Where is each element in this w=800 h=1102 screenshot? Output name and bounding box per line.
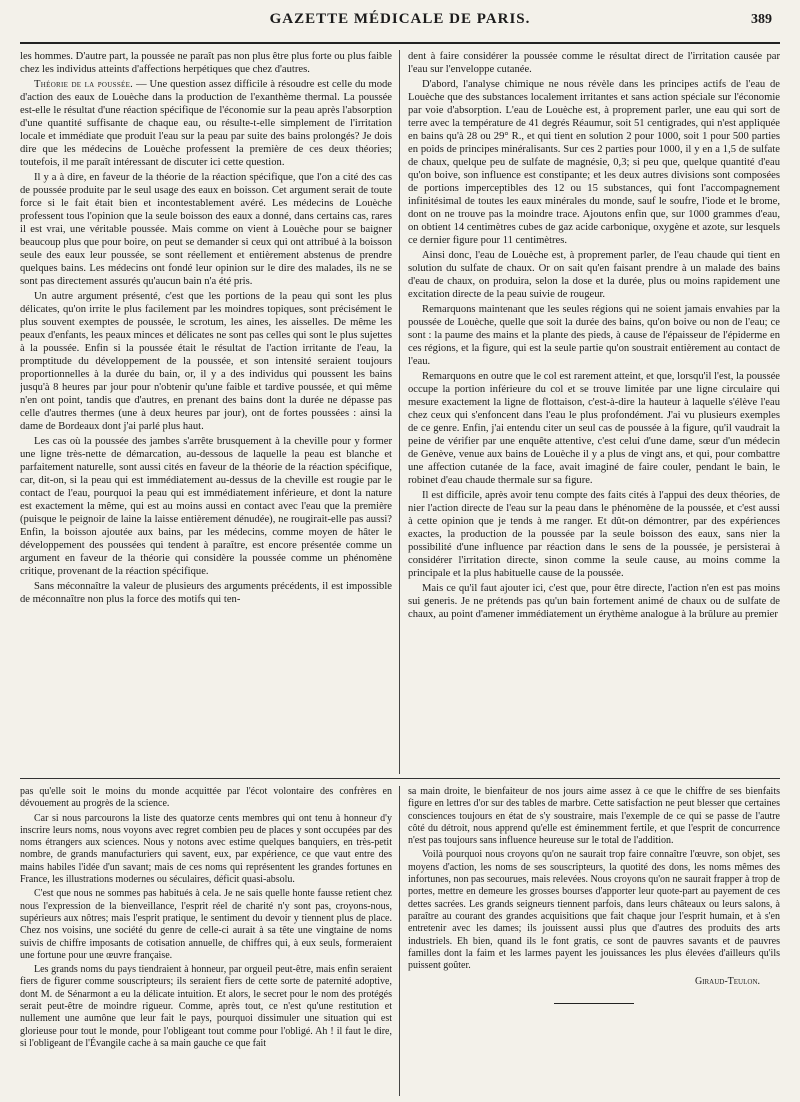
paragraph: C'est que nous ne sommes pas habitués à cela. Je ne sais quelle honte fausse retient chez nous l'expression de la bienveillance, l'esprit réel de charité n'y sont pas, croyons-nous, supérieurs aux nôtres; mais l'esprit pratique, le sentiment du devoir y tiennent plus de place. Chez nos voisins, une société du genre de celle-ci aurait à sa tête une vingtaine de noms suivis de chiffre imposants de cotisation annuelle, de chiffres qui, à eux seuls, formeraient une fortune pour une œuvre française. [20,888,392,961]
paragraph: Il est difficile, après avoir tenu compte des faits cités à l'appui des deux théories, de nier l'action directe de l'eau sur la peau dans le phénomène de la poussée, et c'est aussi à cette opinion que je tends à me ranger. Et dût-on démontrer, par des expériences exactes, la production de la poussée par la seule boisson des eaux, sans nier la possibilité d'une influence par réaction dans le sens de la poussée, je persisterai à considérer l'irritation directe, sinon comme la seule cause, au moins comme la principale et la plus habituelle cause de la poussée. [408,490,780,579]
paragraph-text: — Une question assez difficile à résoudre est celle du mode d'action des eaux de Louèche dans la production de l'exanthème thermal. La poussée est-elle le résultat d'une réaction spécifique de l'économie sur la peau après l'absorption d'une quantité suffisante de chaque eau, ou résulte-t-elle simplement de l'irritation locale et immédiate que produit l'eau sur la peau par suite des bains prolongés? Je dois dire que les médecins de Louèche professent la première de ces deux théories; toutefois, il me paraît intéressant de discuter ici cette question. [20,79,392,168]
page-header [20,0,780,44]
paragraph: Remarquons en outre que le col est rarement atteint, et que, lorsqu'il l'est, la poussée occupe la portion inférieure du col et se trouve limitée par une ligne circulaire qui mesure exactement la ligne de flottaison, c'est-à-dire la hauteur à laquelle s'élève l'eau chez ceux qui s'enfoncent dans l'eau le plus profondément. J'ai vu plusieurs exemples de ce genre. Enfin, j'ai entendu citer un seul cas de poussée à la figure, qu'il vaudrait la peine de vérifier par une enquête attentive, c'est celui d'une dame, sœur d'un médecin de Genève, venue aux bains de Louèche il y a plus de vingt ans, et qui, pour combattre une affection cutanée de la face, avait imaginé de faire couler, pendant le bain, le robinet d'eau chaude thermale sur sa figure. [408,371,780,486]
paragraph: Ainsi donc, l'eau de Louèche est, à proprement parler, de l'eau chaude qui tient en solution du sulfate de chaux. Or on sait qu'en faisant prendre à un malade des bains d'eau de chaux, on produira, selon la dose et la durée, plus ou moins rapidement une excitation directe de la peau suivie de rougeur. [408,250,780,300]
paragraph: Car si nous parcourons la liste des quatorze cents membres qui ont tenu à honneur d'y inscrire leurs noms, nous voyons avec regret combien peu de places y sont occupées par des noms étrangers aux sciences. Nous y notons avec estime quelques banquiers, en très-petit nombre, de grands manufacturiers qui savent, eux, par expérience, ce que vaut entre des mains habiles l'idée d'un savant; mais de ces noms qui représentent les grandes fortunes en France, les illustrations modernes ou séculaires, déficit quasi-absolu. [20,812,392,886]
column-divider [399,50,400,774]
paragraph: pas qu'elle soit le moins du monde acquittée par l'écot volontaire des confrères en dévouement au progrès de la science. [20,786,392,810]
paragraph [20,78,392,169]
section-heading: Théorie de la poussée. [34,79,134,90]
paragraph: Un autre argument présenté, c'est que les portions de la peau qui sont les plus délicates, qu'on irrite le plus facilement par les moindres topiques, sont précisément le plus souvent exemptes de poussée, le scrotum, les aines, les aisselles. De même les peaux d'enfants, les peaux minces et délicates ne sont pas celles qui sont le plus sujettes à la poussée. Enfin si la poussée était le résultat de l'action irritante de l'eau, la promptitude du développement de la poussée, et son intensité seraient toujours proportionnelles à la durée du bain, or, il y a des individus qui poussent les bains jusqu'à 8 heures par jour pour n'obtenir qu'une faible et tardive poussée, et qui même n'en ont point, tandis que d'autres, en prenant des bains dont la durée ne dépasse pas celle d'autres thermes (une à deux heures par jour), ont de fortes poussées : ainsi la dame de Bordeaux dont j'ai parlé plus haut. [20,291,392,432]
right-column-bottom [408,786,780,1096]
end-rule [554,1003,634,1004]
header-rule [20,42,780,44]
author-signature: Giraud-Teulon. [694,976,760,988]
right-column-top [408,50,780,774]
paragraph: Les cas où la poussée des jambes s'arrête brusquement à la cheville pour y former une ligne très-nette de démarcation, au-dessous de laquelle la peau est blanche et parfaitement naturelle, sont aussi cités en faveur de la théorie de la réaction spécifique, car, dit-on, si la peau qui est immédiatement au-dessus de la cheville est rougie par le contact de l'eau, pourquoi la peau qui est immédiatement inférieure, et dont la nature est exactement la même, qui est au moins aussi en contact avec l'eau que la première (puisque le peignoir de laine la laisse entièrement dénudée), ne rougirait-elle pas aussi? Enfin, la boisson ajoutée aux bains, par les médecins, comme moyen de hâter le développement des poussées qui tendent à paraître, est encore présentée comme un argument en faveur de la théorie qui considère la poussée comme un phénomène critique, provenant de la réaction spécifique. [20,436,392,577]
paragraph: Les grands noms du pays tiendraient à honneur, par orgueil peut-être, mais enfin seraient fiers de figurer comme souscripteurs; ils seraient fiers de cette sorte de paternité adoptive, dont M. de Sénarmont a eu la délicate intuition. Et alors, le secret pour le nom des protégés serait peut-être de moindre rigueur. Comme, après tout, ce n'est qu'une restitution et nullement une aumône que leur fait le pays, pourquoi dissimuler une situation qui est glorieuse pour tout le monde, pour l'obligeant tout comme pour l'obligé. Ah ! il faut le dire, si l'obligeant de l'Évangile cache à sa main gauche ce que fait [20,964,392,1049]
paragraph: les hommes. D'autre part, la poussée ne paraît pas non plus être plus forte ou plus faible chez les individus atteints d'affections herpétiques que chez d'autres. [20,51,392,75]
page-number: 389 [751,12,772,27]
paragraph: Remarquons maintenant que les seules régions qui ne soient jamais envahies par la poussée de Louèche, quelle que soit la durée des bains, qu'on boive ou non de l'eau; ce sont : la paume des mains et la plante des pieds, à cause de l'épaisseur de l'épiderme en ces régions, et la figure, qui est la seule partie qu'on soustrait entièrement au contact de l'eau. [408,304,780,367]
paragraph: Il y a à dire, en faveur de la théorie de la réaction spécifique, que l'on a cité des cas de poussée produite par le seul usage des eaux en boisson. Cet argument serait de toute force si le fait était bien et incontestablement avéré. Les médecins de Louèche professent tous l'opinion que la seule boisson des eaux a donné, dans certains cas, rares il est vrai, une véritable poussée. Mais comme on vient à Louèche pour se baigner beaucoup plus que pour boire, on peut se demander si ceux qui ont attribué à la boisson seule des eaux leur poussée, se sont réellement et entièrement abstenus de prendre quelques bains. Les médecins ont fondé leur opinion sur le dire des malades, ils ne se sont pas directement assurés qu'aucun bain n'a été pris. [20,172,392,287]
paragraph: Sans méconnaître la valeur de plusieurs des arguments précédents, il est impossible de méconnaître non plus la force des motifs qui ten- [20,581,392,605]
paragraph: Voilà pourquoi nous croyons qu'on ne saurait trop faire connaître l'œuvre, son objet, ses moyens d'action, les noms de ses souscripteurs, la quotité des dons, les noms mêmes des infortunes, non pas secourues, mais relevées. Nous croyons qu'on ne saurait frapper à trop de portes, mettre en demeure les grosses bourses d'apporter leur quote-part au payement de ces dettes sacrées. Les grands seigneurs tiennent parfois, dans leurs châteaux ou leurs salons, à paraître au courant des grandes acquisitions que fait chaque jour l'esprit humain, et à s'en entretenir avec les dames; ils jouissent aussi plus que d'autres des produits des arts industriels. Eh bien, quand ils le font gratis, ce sont de pauvres savants et de pauvres familles dont la faim et les larmes payent les jouissances les plus élevées d'ailleurs qu'ils puissent goûter. [408,849,780,972]
paragraph: D'abord, l'analyse chimique ne nous révèle dans les principes actifs de l'eau de Louèche que des substances localement irritantes et sans action spéciale sur l'économie par voie d'absorption. L'eau de Louèche est, à proprement parler, une eau qui sort de terre avec la température de 41 degrés Réaumur, soit 51 centigrades, qui n'est appliquée en bains qu'à 28 ou 29° R., et qui tient en solution 2 pour 1000, soit 1 pour 500 parties en poids de principes minéralisants. Sur ces 2 parties pour 1000, il y en a 1,5 de sulfate de chaux, quelque peu de sulfate de magnésie, 0,3; si peu que, quelque quantité d'eau qu'on boive, son influence est constipante; et les deux autres divisions sont composées de portions imperceptibles des 12 ou 15 substances, qui font l'accompagnement infinitésimal de toutes les eaux minérales du monde, sauf le soufre, l'iode et le brome, dont on ne trouve pas la moindre trace. Ajoutons enfin que, sur 1000 grammes d'eau, on obtient 14 centimètres cubes de gaz acide carbonique, oxygène et azote, sur lesquels ce dernier figure pour 11 centimètres. [408,79,780,246]
paragraph: sa main droite, le bienfaiteur de nos jours aime assez à ce que le chiffre de ses bienfaits figure en lettres d'or sur des tables de marbre. Cette satisfaction ne peut blesser que certaines consciences toujours en état de s'y soustraire, mais l'exemple de ce qui se passe de l'autre côté du détroit, nous apprend qu'elle est éminemment fertile, et que l'esprit de concurrence n'est pas toujours sans influence heureuse sur le total de l'addition. [408,786,780,847]
paragraph: Mais ce qu'il faut ajouter ici, c'est que, pour être directe, l'action n'en est pas moins sui generis. Je ne prétends pas qu'un bain fortement animé de chaux ou de sulfate de chaux, au point d'amener immédiatement un érythème analogue à la brûlure au premier [408,583,780,620]
journal-title: GAZETTE MÉDICALE DE PARIS. [269,11,531,27]
feuilleton-rule [20,778,780,779]
column-divider [399,786,400,1096]
paragraph: dent à faire considérer la poussée comme le résultat direct de l'irritation causée par l'eau sur l'enveloppe cutanée. [408,51,780,75]
left-column-top [20,50,392,774]
left-column-bottom [20,786,392,1096]
